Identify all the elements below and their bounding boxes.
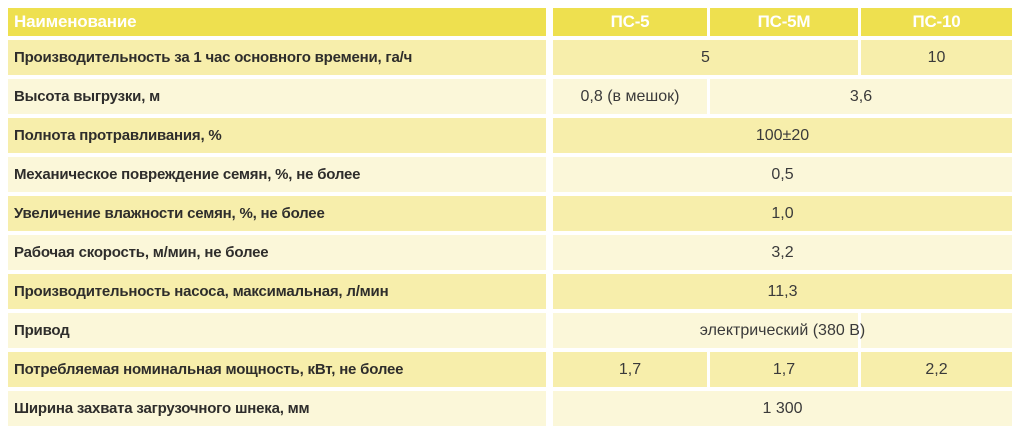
row-label: Увеличение влажности семян, %, не более — [8, 196, 546, 231]
value-cell: 1,0 — [553, 196, 1012, 231]
column-header-ps-10: ПС-10 — [861, 8, 1012, 36]
value-cell: 100±20 — [553, 118, 1012, 153]
row-label: Производительность насоса, максимальная, л/мин — [8, 274, 546, 309]
table-row — [8, 352, 1012, 387]
table-row — [8, 235, 1012, 270]
row-label: Механическое повреждение семян, %, не более — [8, 157, 546, 192]
value-cell: 1,7 — [553, 352, 707, 387]
table-row — [8, 274, 1012, 309]
value-cell: 5 — [553, 40, 858, 75]
value-cell: 3,2 — [553, 235, 1012, 270]
spec-table — [8, 8, 1012, 426]
value-cell: 11,3 — [553, 274, 1012, 309]
value-cell: 0,8 (в мешок) — [553, 79, 707, 114]
value-cell: 1,7 — [710, 352, 858, 387]
row-label: Рабочая скорость, м/мин, не более — [8, 235, 546, 270]
table-row — [8, 391, 1012, 426]
table-row — [8, 79, 1012, 114]
table-row — [8, 196, 1012, 231]
column-header-ps-5: ПС-5 — [553, 8, 707, 36]
table-row — [8, 40, 1012, 75]
table-header-row — [8, 8, 1012, 36]
value-cell: 1 300 — [553, 391, 1012, 426]
table-row — [8, 313, 1012, 348]
table-row — [8, 118, 1012, 153]
column-header-name: Наименование — [8, 8, 546, 36]
row-label: Ширина захвата загрузочного шнека, мм — [8, 391, 546, 426]
row-label: Полнота протравливания, % — [8, 118, 546, 153]
column-header-ps-5m: ПС-5М — [710, 8, 858, 36]
value-cell: 2,2 — [861, 352, 1012, 387]
row-label: Привод — [8, 313, 546, 348]
value-cell: 0,5 — [553, 157, 1012, 192]
row-label: Высота выгрузки, м — [8, 79, 546, 114]
row-label: Производительность за 1 час основного времени, га/ч — [8, 40, 546, 75]
table-body — [8, 40, 1012, 426]
table-row — [8, 157, 1012, 192]
value-cell: электрический (380 В) — [699, 321, 866, 339]
row-label: Потребляемая номинальная мощность, кВт, не более — [8, 352, 546, 387]
value-cell: 10 — [861, 40, 1012, 75]
value-cell: 3,6 — [710, 79, 1012, 114]
